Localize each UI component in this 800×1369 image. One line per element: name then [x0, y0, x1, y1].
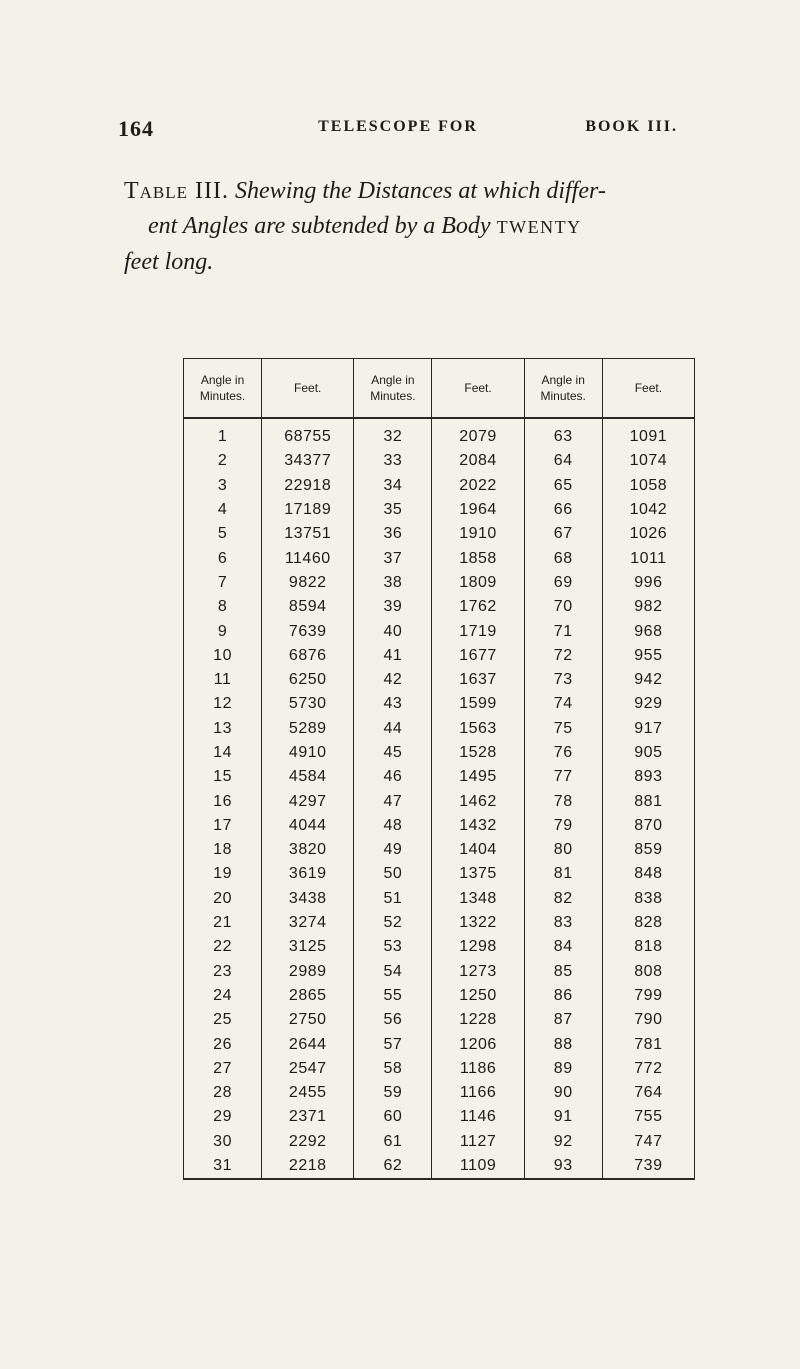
angle-cell: 93	[524, 1154, 602, 1179]
header-feet-1: Feet.	[262, 359, 354, 419]
angle-cell: 5	[184, 522, 262, 546]
table-row	[184, 692, 695, 716]
angle-cell: 31	[184, 1154, 262, 1179]
angle-cell: 66	[524, 498, 602, 522]
table-row	[184, 644, 695, 668]
feet-cell: 764	[602, 1081, 694, 1105]
feet-cell: 905	[602, 741, 694, 765]
caption-text-3: feet long.	[124, 249, 214, 275]
angle-cell: 73	[524, 668, 602, 692]
table-row	[184, 789, 695, 813]
feet-cell: 1348	[432, 887, 524, 911]
feet-cell: 1250	[432, 984, 524, 1008]
feet-cell: 6250	[262, 668, 354, 692]
feet-cell: 982	[602, 595, 694, 619]
feet-cell: 781	[602, 1032, 694, 1056]
header-feet-3: Feet.	[602, 359, 694, 419]
table-row	[184, 838, 695, 862]
angle-cell: 40	[354, 619, 432, 643]
angle-cell: 49	[354, 838, 432, 862]
angle-cell: 29	[184, 1105, 262, 1129]
angle-cell: 78	[524, 789, 602, 813]
feet-cell: 7639	[262, 619, 354, 643]
feet-cell: 1677	[432, 644, 524, 668]
angle-cell: 11	[184, 668, 262, 692]
angle-cell: 2	[184, 449, 262, 473]
feet-cell: 1186	[432, 1057, 524, 1081]
table-caption	[124, 174, 724, 280]
feet-cell: 1206	[432, 1032, 524, 1056]
table-row	[184, 935, 695, 959]
angle-cell: 63	[524, 418, 602, 449]
angle-cell: 90	[524, 1081, 602, 1105]
feet-cell: 34377	[262, 449, 354, 473]
angle-cell: 12	[184, 692, 262, 716]
angle-cell: 9	[184, 619, 262, 643]
angle-cell: 89	[524, 1057, 602, 1081]
table-row	[184, 887, 695, 911]
angle-cell: 55	[354, 984, 432, 1008]
feet-cell: 755	[602, 1105, 694, 1129]
angle-cell: 3	[184, 474, 262, 498]
feet-cell: 1462	[432, 789, 524, 813]
feet-cell: 996	[602, 571, 694, 595]
table-row	[184, 1154, 695, 1179]
feet-cell: 1599	[432, 692, 524, 716]
angle-cell: 36	[354, 522, 432, 546]
page-number: 164	[118, 116, 154, 141]
feet-cell: 2022	[432, 474, 524, 498]
table-row	[184, 911, 695, 935]
feet-cell: 1858	[432, 546, 524, 570]
feet-cell: 1809	[432, 571, 524, 595]
angle-cell: 58	[354, 1057, 432, 1081]
feet-cell: 3619	[262, 862, 354, 886]
feet-cell: 1058	[602, 474, 694, 498]
angle-cell: 61	[354, 1130, 432, 1154]
angle-cell: 51	[354, 887, 432, 911]
angle-cell: 80	[524, 838, 602, 862]
feet-cell: 8594	[262, 595, 354, 619]
feet-cell: 1042	[602, 498, 694, 522]
feet-cell: 3125	[262, 935, 354, 959]
feet-cell: 893	[602, 765, 694, 789]
angle-cell: 77	[524, 765, 602, 789]
angle-cell: 24	[184, 984, 262, 1008]
angle-cell: 62	[354, 1154, 432, 1179]
angle-cell: 7	[184, 571, 262, 595]
feet-cell: 1910	[432, 522, 524, 546]
angle-cell: 70	[524, 595, 602, 619]
header-feet-2: Feet.	[432, 359, 524, 419]
feet-cell: 1375	[432, 862, 524, 886]
feet-cell: 13751	[262, 522, 354, 546]
feet-cell: 1146	[432, 1105, 524, 1129]
caption-text-2: ent Angles are subtended by a Body	[148, 213, 491, 239]
feet-cell: 1719	[432, 619, 524, 643]
feet-cell: 2989	[262, 960, 354, 984]
feet-cell: 4297	[262, 789, 354, 813]
feet-cell: 942	[602, 668, 694, 692]
angle-cell: 46	[354, 765, 432, 789]
table-row	[184, 1057, 695, 1081]
angle-cell: 14	[184, 741, 262, 765]
table-row	[184, 765, 695, 789]
angle-cell: 88	[524, 1032, 602, 1056]
table-row	[184, 1032, 695, 1056]
feet-cell: 808	[602, 960, 694, 984]
angle-cell: 39	[354, 595, 432, 619]
header-angle-2: Angle in Minutes.	[354, 359, 432, 419]
angle-cell: 79	[524, 814, 602, 838]
angle-cell: 47	[354, 789, 432, 813]
angle-cell: 26	[184, 1032, 262, 1056]
angle-cell: 72	[524, 644, 602, 668]
angle-cell: 48	[354, 814, 432, 838]
feet-cell: 739	[602, 1154, 694, 1179]
table-row	[184, 741, 695, 765]
feet-cell: 2455	[262, 1081, 354, 1105]
angle-cell: 50	[354, 862, 432, 886]
feet-cell: 1091	[602, 418, 694, 449]
table-row	[184, 619, 695, 643]
angle-cell: 86	[524, 984, 602, 1008]
angle-cell: 1	[184, 418, 262, 449]
feet-cell: 1074	[602, 449, 694, 473]
angle-cell: 54	[354, 960, 432, 984]
caption-text-1: Shewing the Distances at which differ-	[235, 178, 606, 204]
table-row	[184, 668, 695, 692]
angle-cell: 10	[184, 644, 262, 668]
feet-cell: 870	[602, 814, 694, 838]
feet-cell: 1563	[432, 717, 524, 741]
table-row	[184, 960, 695, 984]
angle-cell: 81	[524, 862, 602, 886]
feet-cell: 3274	[262, 911, 354, 935]
angle-cell: 15	[184, 765, 262, 789]
angle-cell: 23	[184, 960, 262, 984]
table-row	[184, 546, 695, 570]
feet-cell: 3438	[262, 887, 354, 911]
table-row	[184, 984, 695, 1008]
feet-cell: 2079	[432, 418, 524, 449]
angle-cell: 37	[354, 546, 432, 570]
feet-cell: 848	[602, 862, 694, 886]
angle-cell: 27	[184, 1057, 262, 1081]
feet-cell: 799	[602, 984, 694, 1008]
angle-cell: 53	[354, 935, 432, 959]
feet-cell: 2547	[262, 1057, 354, 1081]
feet-cell: 838	[602, 887, 694, 911]
angle-cell: 35	[354, 498, 432, 522]
table-row	[184, 474, 695, 498]
feet-cell: 955	[602, 644, 694, 668]
table-row	[184, 418, 695, 449]
feet-cell: 1026	[602, 522, 694, 546]
feet-cell: 1109	[432, 1154, 524, 1179]
angle-cell: 60	[354, 1105, 432, 1129]
angle-cell: 42	[354, 668, 432, 692]
angle-cell: 56	[354, 1008, 432, 1032]
angle-cell: 17	[184, 814, 262, 838]
angle-cell: 83	[524, 911, 602, 935]
table-row	[184, 717, 695, 741]
angle-cell: 82	[524, 887, 602, 911]
feet-cell: 1298	[432, 935, 524, 959]
feet-cell: 4044	[262, 814, 354, 838]
table-row	[184, 522, 695, 546]
angle-cell: 18	[184, 838, 262, 862]
angle-cell: 19	[184, 862, 262, 886]
feet-cell: 3820	[262, 838, 354, 862]
feet-cell: 828	[602, 911, 694, 935]
angle-cell: 76	[524, 741, 602, 765]
angle-cell: 30	[184, 1130, 262, 1154]
table-row	[184, 1105, 695, 1129]
angle-cell: 67	[524, 522, 602, 546]
angle-cell: 52	[354, 911, 432, 935]
angle-cell: 57	[354, 1032, 432, 1056]
feet-cell: 11460	[262, 546, 354, 570]
angle-cell: 13	[184, 717, 262, 741]
angle-cell: 69	[524, 571, 602, 595]
angle-cell: 75	[524, 717, 602, 741]
table-row	[184, 498, 695, 522]
feet-cell: 2218	[262, 1154, 354, 1179]
angle-cell: 43	[354, 692, 432, 716]
feet-cell: 2084	[432, 449, 524, 473]
angle-cell: 28	[184, 1081, 262, 1105]
feet-cell: 859	[602, 838, 694, 862]
feet-cell: 1322	[432, 911, 524, 935]
feet-cell: 881	[602, 789, 694, 813]
feet-cell: 1127	[432, 1130, 524, 1154]
feet-cell: 968	[602, 619, 694, 643]
feet-cell: 5289	[262, 717, 354, 741]
angle-cell: 68	[524, 546, 602, 570]
angle-cell: 92	[524, 1130, 602, 1154]
angle-cell: 32	[354, 418, 432, 449]
feet-cell: 790	[602, 1008, 694, 1032]
feet-cell: 1495	[432, 765, 524, 789]
table-row	[184, 1008, 695, 1032]
feet-cell: 4584	[262, 765, 354, 789]
angle-cell: 16	[184, 789, 262, 813]
feet-cell: 4910	[262, 741, 354, 765]
feet-cell: 1528	[432, 741, 524, 765]
angle-cell: 44	[354, 717, 432, 741]
angle-cell: 85	[524, 960, 602, 984]
table-row	[184, 814, 695, 838]
feet-cell: 929	[602, 692, 694, 716]
header-angle-1: Angle in Minutes.	[184, 359, 262, 419]
feet-cell: 22918	[262, 474, 354, 498]
feet-cell: 2292	[262, 1130, 354, 1154]
distance-table	[183, 358, 695, 1180]
feet-cell: 1011	[602, 546, 694, 570]
feet-cell: 2750	[262, 1008, 354, 1032]
feet-cell: 772	[602, 1057, 694, 1081]
feet-cell: 9822	[262, 571, 354, 595]
feet-cell: 1228	[432, 1008, 524, 1032]
feet-cell: 1166	[432, 1081, 524, 1105]
angle-cell: 71	[524, 619, 602, 643]
feet-cell: 68755	[262, 418, 354, 449]
feet-cell: 17189	[262, 498, 354, 522]
angle-cell: 21	[184, 911, 262, 935]
running-head	[118, 116, 678, 146]
table-row	[184, 449, 695, 473]
feet-cell: 747	[602, 1130, 694, 1154]
feet-cell: 5730	[262, 692, 354, 716]
feet-cell: 917	[602, 717, 694, 741]
angle-cell: 20	[184, 887, 262, 911]
table-row	[184, 1081, 695, 1105]
table-row	[184, 862, 695, 886]
running-title: TELESCOPE FOR	[318, 118, 478, 135]
angle-cell: 34	[354, 474, 432, 498]
angle-cell: 65	[524, 474, 602, 498]
table-row	[184, 595, 695, 619]
table-row	[184, 1130, 695, 1154]
angle-cell: 25	[184, 1008, 262, 1032]
header-angle-3: Angle in Minutes.	[524, 359, 602, 419]
table-header-row	[184, 359, 695, 419]
feet-cell: 2371	[262, 1105, 354, 1129]
book-label: BOOK III.	[585, 118, 678, 135]
feet-cell: 1273	[432, 960, 524, 984]
feet-cell: 1762	[432, 595, 524, 619]
angle-cell: 74	[524, 692, 602, 716]
feet-cell: 1637	[432, 668, 524, 692]
angle-cell: 87	[524, 1008, 602, 1032]
angle-cell: 6	[184, 546, 262, 570]
feet-cell: 2644	[262, 1032, 354, 1056]
angle-cell: 64	[524, 449, 602, 473]
angle-cell: 45	[354, 741, 432, 765]
angle-cell: 84	[524, 935, 602, 959]
angle-cell: 22	[184, 935, 262, 959]
angle-cell: 4	[184, 498, 262, 522]
angle-cell: 41	[354, 644, 432, 668]
table-row	[184, 571, 695, 595]
feet-cell: 818	[602, 935, 694, 959]
angle-cell: 91	[524, 1105, 602, 1129]
angle-cell: 8	[184, 595, 262, 619]
caption-smallcaps: TWENTY	[496, 217, 582, 237]
caption-lead: Table III.	[124, 178, 230, 204]
feet-cell: 1404	[432, 838, 524, 862]
feet-cell: 2865	[262, 984, 354, 1008]
angle-cell: 38	[354, 571, 432, 595]
table-body	[184, 418, 695, 1179]
feet-cell: 1432	[432, 814, 524, 838]
angle-cell: 33	[354, 449, 432, 473]
angle-cell: 59	[354, 1081, 432, 1105]
feet-cell: 1964	[432, 498, 524, 522]
feet-cell: 6876	[262, 644, 354, 668]
